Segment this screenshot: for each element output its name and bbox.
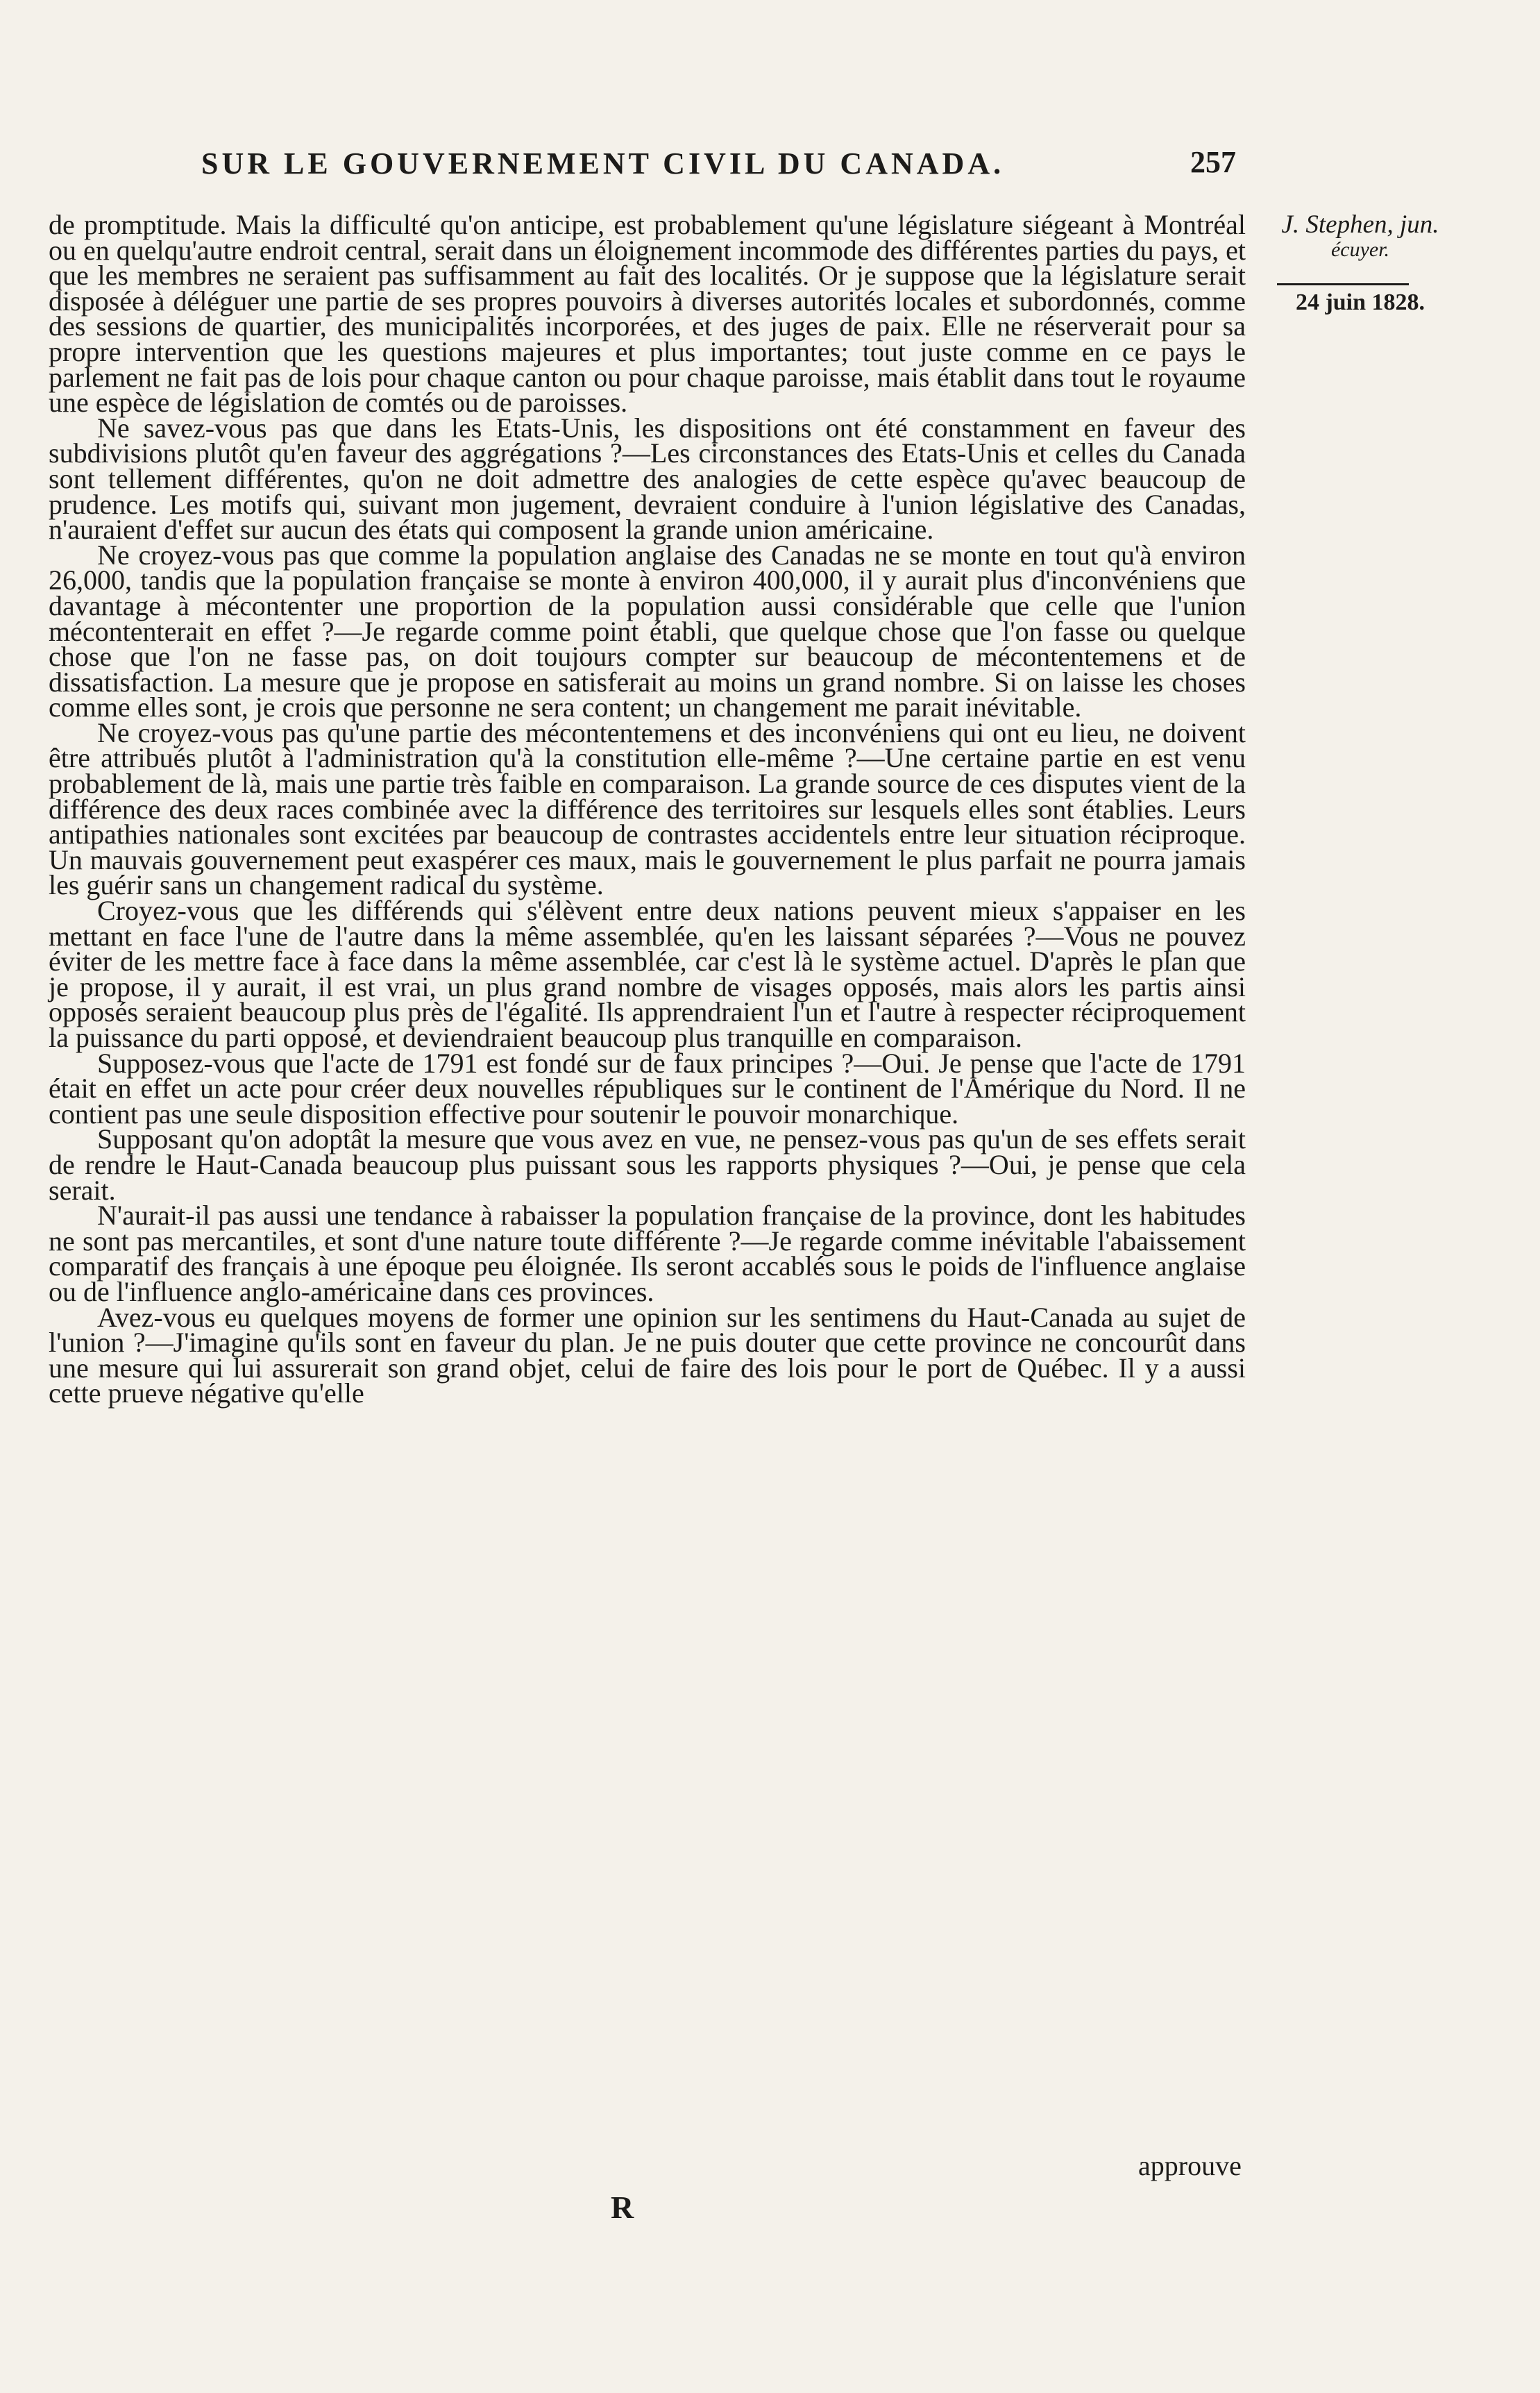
- margin-note-date: 24 juin 1828.: [1295, 289, 1425, 315]
- paragraph: de promptitude. Mais la difficulté qu'on anticipe, est probablement qu'une législature siégeant à Montréal ou en quelqu'autre endroit central, serait dans un éloignement incommode des différentes parties du pays, et que les membres ne seraient pas suffisamment au fait des localités. Or je suppose que la législature serait disposée à déléguer une partie de ses propres pouvoirs à diverses autorités locales et subordonnés, comme des sessions de quartier, des municipalités incorporées, et des juges de paix. Elle ne réserverait pour sa propre intervention que les questions majeures et plus importantes; tout juste comme en ce pays le parlement ne fait pas de lois pour chaque canton ou pour chaque paroisse, mais établit dans tout le royaume une espèce de législation de comtés ou de paroisses.: [49, 209, 1246, 419]
- paragraph: Supposez-vous que l'acte de 1791 est fondé sur de faux principes ?—Oui. Je pense que l'acte de 1791 était en effet un acte pour créer deux nouvelles républiques sur le continent de l'Amérique du Nord. Il ne contient pas une seule disposition effective pour soutenir le pouvoir monarchique.: [49, 1047, 1246, 1130]
- paragraph: Avez-vous eu quelques moyens de former une opinion sur les sentimens du Haut-Canada au sujet de l'union ?—J'imagine qu'ils sont en faveur du plan. Je ne puis douter que cette province ne concourût dans une mesure qui lui assurerait son grand objet, celui de faire des lois pour le port de Québec. Il y a aussi cette prueve négative qu'elle: [49, 1301, 1246, 1409]
- paragraph: Ne croyez-vous pas que comme la population anglaise des Canadas ne se monte en tout qu'à environ 26,000, tandis que la population française se monte à environ 400,000, il y aurait plus d'inconvéniens que davantage à mécontenter une proportion de la population aussi considérable que celle que l'union mécontenterait en effet ?—Je regarde comme point établi, que quelque chose que l'on fasse ou quelque chose que l'on ne fasse pas, on doit toujours compter sur beaucoup de mécontentemens et de dissatisfaction. La mesure que je propose en satisferait au moins un grand nombre. Si on laisse les choses comme elles sont, je crois que personne ne sera content; un changement me parait inévitable.: [49, 539, 1246, 723]
- paragraph: Croyez-vous que les différends qui s'élèvent entre deux nations peuvent mieux s'appaiser en les mettant en face l'une de l'autre dans la même assemblée, qu'en les laissant séparées ?—Vous ne pouvez éviter de les mettre face à face dans la même assemblée, car c'est là le système actuel. D'après le plan que je propose, il y aurait, il est vrai, un plus grand nombre de visages opposés, mais alors les partis ainsi opposés seraient beaucoup plus près de l'égalité. Ils apprendraient l'un et l'autre à respecter réciproquement la puissance du parti opposé, et deviendraient beaucoup plus tranquille en comparaison.: [49, 895, 1246, 1053]
- paragraph: Ne savez-vous pas que dans les Etats-Unis, les dispositions ont été constamment en faveur des subdivisions plutôt qu'en faveur des aggrégations ?—Les circonstances des Etats-Unis et celles du Canada sont tellement différentes, qu'on ne doit admettre des analogies de cette espèce qu'avec beaucoup de prudence. Les motifs qui, suivant mon jugement, devraient conduire à l'union législative des Canadas, n'auraient d'effet sur aucun des états qui composent la grande union américaine.: [49, 412, 1246, 546]
- body-text: [49, 209, 1246, 1409]
- catchword: approuve: [1138, 2150, 1242, 2181]
- margin-note-title: écuyer.: [1330, 238, 1390, 261]
- paragraph: Ne croyez-vous pas qu'une partie des mécontentemens et des inconvéniens qui ont eu lieu, ne doivent être attribués plutôt à l'administration qu'à la constitution elle-même ?—Une certaine partie en est venu probablement de là, mais une partie très faible en comparaison. La grande source de ces disputes vient de la différence des deux races combinée avec la différence des territoires sur lesquels elles sont établies. Leurs antipathies nationales sont excitées par beaucoup de contrastes accidentels entre leur situation réciproque. Un mauvais gouvernement peut exaspérer ces maux, mais le gouvernement le plus parfait ne pourra jamais les guérir sans un changement radical du système.: [49, 716, 1246, 901]
- running-head: SUR LE GOUVERNEMENT CIVIL DU CANADA.: [201, 146, 1005, 180]
- paragraph: N'aurait-il pas aussi une tendance à rabaisser la population française de la province, dont les habitudes ne sont pas mercantiles, et sont d'une nature toute différente ?—Je regarde comme inévitable l'abaissement comparatif des français à une époque peu éloignée. Ils seront accablés sous le poids de l'influence anglaise ou de l'influence anglo-américaine dans ces provinces.: [49, 1200, 1246, 1307]
- paragraph: Supposant qu'on adoptât la mesure que vous avez en vue, ne pensez-vous pas qu'un de ses effets serait de rendre le Haut-Canada beaucoup plus puissant sous les rapports physiques ?—Oui, je pense que cela serait.: [49, 1123, 1246, 1206]
- margin-brace: [1277, 258, 1409, 285]
- page-number: 257: [1190, 145, 1236, 179]
- margin-note-author: J. Stephen, jun.: [1281, 210, 1439, 239]
- signature-mark: R: [611, 2190, 634, 2225]
